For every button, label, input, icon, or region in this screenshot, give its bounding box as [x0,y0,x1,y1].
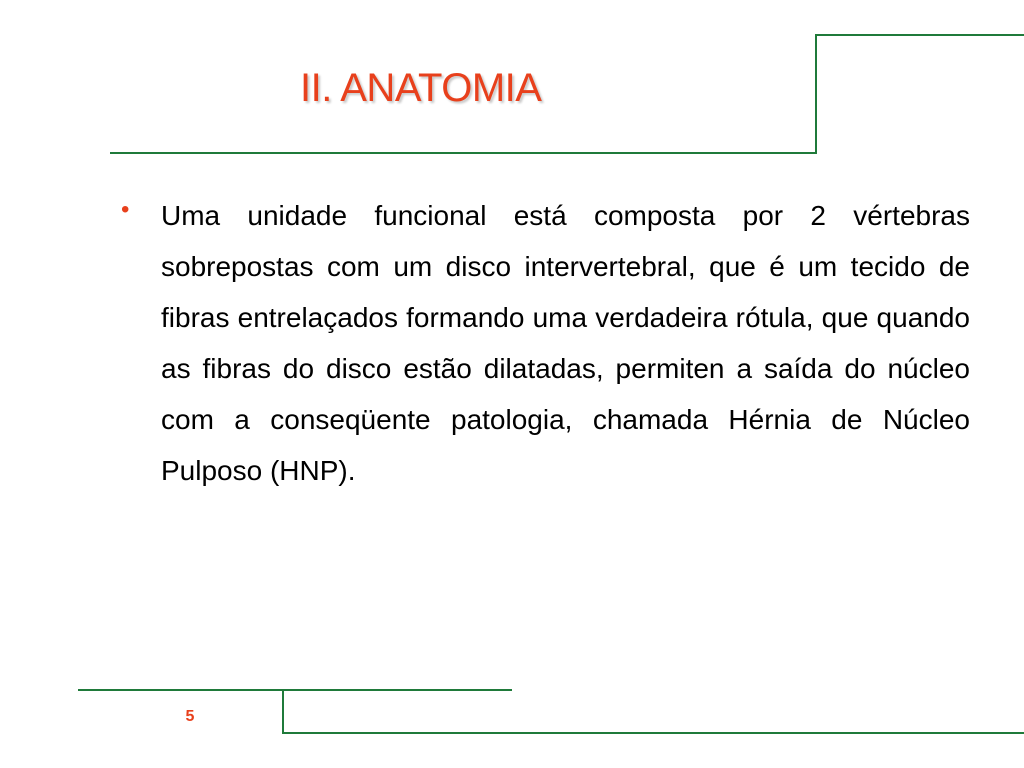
slide-title: II. ANATOMIA [300,66,542,110]
bullet-item [121,190,970,496]
bullet-text: Uma unidade funcional está composta por 2 vértebras sobrepostas com um disco intervertebral, que é um tecido de fibras entrelaçados formando uma verdadeira rótula, que quando as fibras do disco estão dilatadas, permiten a saída do núcleo com a conseqüente patologia, chamada Hérnia de Núcleo Pulposo (HNP). [161,200,970,486]
bottom-frame-vertical-line [282,689,284,734]
page-number: 5 [185,708,195,725]
top-frame-right-line [815,34,1024,36]
bullet-dot-icon: • [121,196,130,223]
top-divider-line [110,152,817,154]
bottom-left-line [78,689,512,691]
bottom-right-line [282,732,1024,734]
top-frame-vertical-line [815,34,817,154]
